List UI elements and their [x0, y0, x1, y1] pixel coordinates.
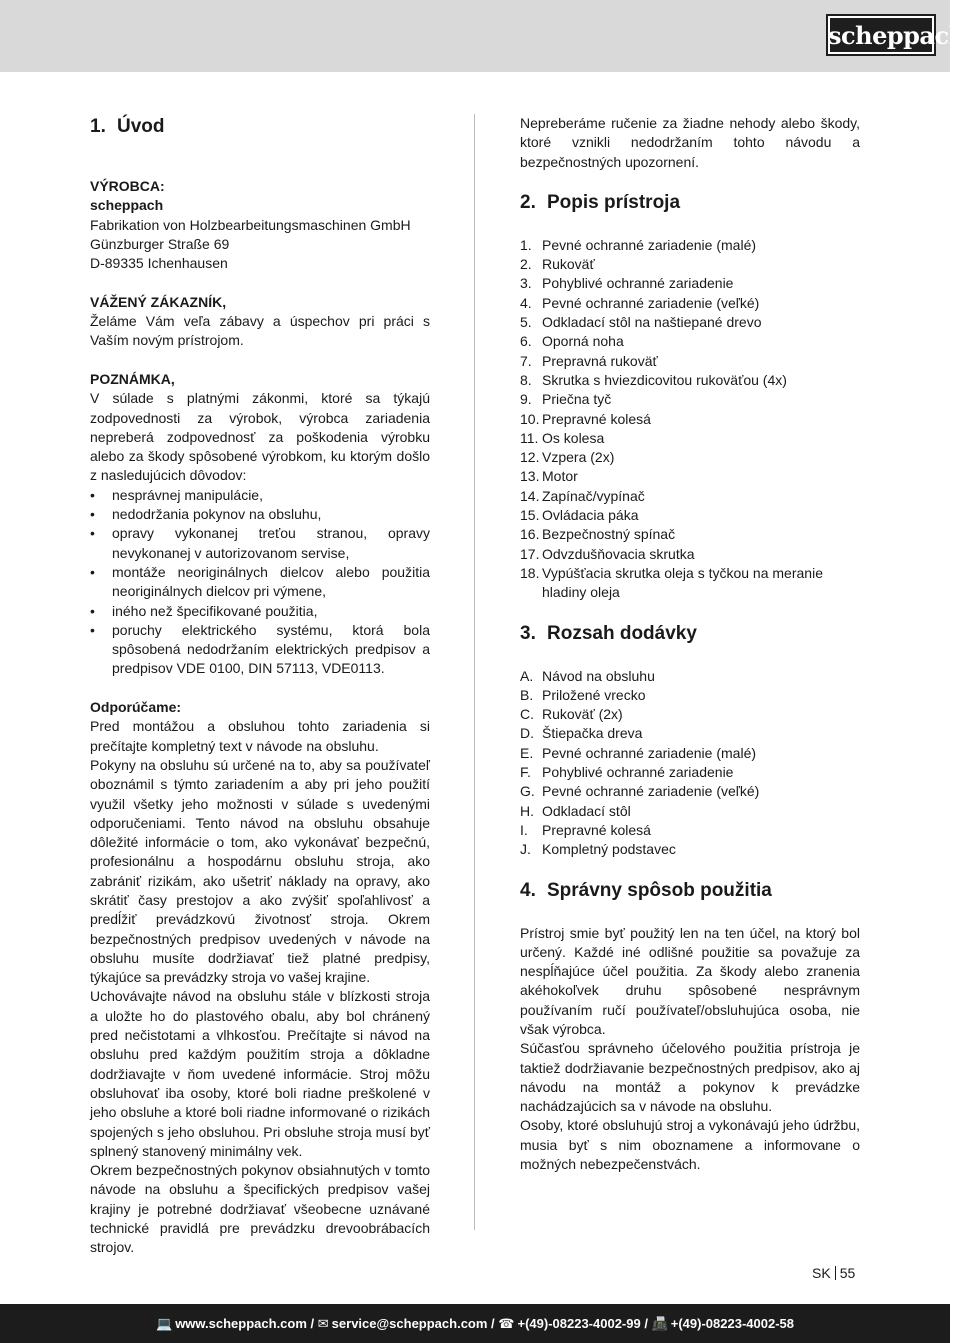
email-link[interactable]: service@scheppach.com [331, 1316, 488, 1331]
note-label: POZNÁMKA, [90, 370, 175, 387]
footer-bar: 💻 www.scheppach.com / ✉ service@scheppach.com / ☎ +(49)-08223-4002-99 / 📠 +(49)-08223-4002-58 [0, 1304, 950, 1343]
customer-label: VÁŽENÝ ZÁKAZNÍK, [90, 293, 227, 310]
list-item: • nedodržania pokynov na obsluhu, [90, 506, 322, 523]
list-item: 8. Skrutka s hviezdicovitou rukoväťou (4x) [520, 371, 787, 388]
list-item: 13. Motor [520, 468, 578, 485]
list-item: 7. Prepravná rukoväť [520, 352, 658, 369]
delivery-scope-list [520, 667, 860, 860]
list-item: 11. Os kolesa [520, 429, 605, 446]
usage-paragraph: Prístroj smie byť použitý len na ten účel, na ktorý bol určený. Každé iné odlišné použitie sa považuje za nespĺňajúce účel použitia. Za škody alebo zranenia akéhokoľvek druhu spôsobené nesprávnym používaním ručí používateľ/obsluhujúca osoba, nie však výrobca. [520, 924, 860, 1037]
recommend-paragraph: Pokyny na obsluhu sú určené na to, aby sa používateľ oboznámil s týmto zariadením a aby pri jeho použití využil všetky jeho možnosti v súlade s uvedenými odporučeniami. Tento návod na obsluhu obsahuje dôležité informácie o tom, ako vykonávať bezpečnú, profesionálnu a hospodárnu obsluhu stroja, ako zabrániť rizikám, ako ušetriť náklady na opravy, ako skrátiť časy prestojov a ako zvýšiť spoľahlivosť a predĺžiť prevádzkovú životnosť stroja. Okrem bezpečnostných predpisov uvedených v návode na obsluhu musíte dodržiavať tiež platné predpisy, týkajúce sa prevádzky stroja vo vašej krajine. [90, 756, 430, 986]
list-item: G. Pevné ochranné zariadenie (veľké) [520, 783, 760, 800]
list-item: 6. Oporná noha [520, 333, 624, 350]
list-item: • opravy vykonanej treťou stranou, opravy nevykonanej v autorizovanom servise, [90, 525, 430, 561]
computer-icon: 💻 [156, 1316, 173, 1331]
header-bar [0, 0, 966, 72]
list-item: 18. Vypúšťacia skrutka oleja s tyčkou na meranie hladiny oleja [520, 564, 823, 601]
list-item: • poruchy elektrického systému, ktorá bola spôsobená nedodržaním elektrických predpisov a predpisov VDE 0100, DIN 57113, VDE0113. [90, 621, 430, 677]
device-parts-list [520, 236, 860, 603]
list-item: 16. Bezpečnostný spínač [520, 526, 676, 543]
left-column [90, 114, 430, 1258]
address-line: D-89335 Ichenhausen [90, 255, 228, 272]
list-item: B. Priložené vrecko [520, 686, 646, 703]
address-line: Günzburger Straße 69 [90, 235, 230, 252]
right-column [520, 114, 860, 1174]
list-item: 4. Pevné ochranné zariadenie (veľké) [520, 294, 760, 311]
list-item: F. Pohyblivé ochranné zariadenie [520, 764, 734, 781]
customer-text: Želáme Vám veľa zábavy a úspechov pri práci s Vaším novým prístrojom. [90, 313, 430, 349]
fax-icon: 📠 [651, 1316, 668, 1331]
list-item: 5. Odkladací stôl na naštiepané drevo [520, 314, 762, 331]
list-item: H. Odkladací stôl [520, 802, 631, 819]
recommend-paragraph: Okrem bezpečnostných pokynov obsiahnutých v tomto návode na obsluhu a špecifických predpisov vašej krajiny je potrebné dodržiavať všeobecne uznávané technické pravidlá pre prevádzku drevoobrábacích strojov. [90, 1162, 430, 1256]
mail-icon: ✉ [317, 1316, 329, 1331]
recommend-label: Odporúčame: [90, 699, 182, 716]
note-text: V súlade s platnými zákonmi, ktoré sa týkajú zodpovednosti za výrobok, výrobca zariadenia nepreberá zodpovednosť za poškodenia výrobku alebo za škody spôsobené výrobkom, ku ktorým došlo z nasledujúcich dôvodov: [90, 390, 430, 484]
list-item: E. Pevné ochranné zariadenie (malé) [520, 744, 757, 761]
list-item: 2. Rukoväť [520, 256, 595, 273]
list-item: 3. Pohyblivé ochranné zariadenie [520, 275, 734, 292]
list-item: 12. Vzpera (2x) [520, 449, 615, 466]
usage-paragraph: Súčasťou správneho účelového použitia prístroja je taktiež dodržiavanie bezpečnostných predpisov, ako aj návodu na montáž a pokynov k prevádzke nachádzajúcich sa v návode na obsluhu. [520, 1040, 860, 1115]
note-bullet-list [90, 486, 430, 679]
list-item: 17. Odvzdušňovacia skrutka [520, 545, 695, 562]
list-item: D. Štiepačka dreva [520, 725, 643, 742]
list-item: • montáže neoriginálnych dielcov alebo použitia neoriginálnych dielcov pri výmene, [90, 563, 430, 600]
list-item: 9. Priečna tyč [520, 391, 612, 408]
list-item: 15. Ovládacia páka [520, 507, 639, 524]
section-1-heading: 1. Úvod [90, 116, 165, 137]
list-item: 10. Prepravné kolesá [520, 410, 651, 427]
phone-icon: ☎ [498, 1316, 515, 1331]
list-item: I. Prepravné kolesá [520, 821, 651, 838]
fax-number: +(49)-08223-4002-58 [670, 1316, 794, 1331]
usage-paragraph: Osoby, ktoré obsluhujú stroj a vykonávajú jeho údržbu, musia byť s nim oboznamene a informovane o možných nebezpečenstvách. [520, 1117, 860, 1173]
list-item: • iného než špecifikované použitia, [90, 602, 318, 619]
recommend-paragraph: Pred montážou a obsluhou tohto zariadenia si prečítajte kompletný text v návode na obsluhu. [90, 718, 430, 754]
manufacturer-label: VÝROBCA: [90, 178, 165, 194]
section-4-heading: 4. Správny spôsob použitia [520, 879, 772, 901]
address-line: Fabrikation von Holzbearbeitungsmaschinen GmbH [90, 216, 411, 233]
section-2-heading: 2. Popis prístroja [520, 191, 681, 213]
website-link[interactable]: www.scheppach.com [175, 1316, 307, 1331]
scheppach-logo: scheppach [826, 14, 936, 56]
list-item: J. Kompletný podstavec [520, 841, 676, 858]
page-number: SK 55 [812, 1265, 856, 1281]
list-item: A. Návod na obsluhu [520, 667, 655, 684]
list-item: 1. Pevné ochranné zariadenie (malé) [520, 236, 757, 253]
list-item: • nesprávnej manipulácie, [90, 486, 263, 503]
manufacturer-name: scheppach [90, 197, 164, 214]
phone-number: +(49)-08223-4002-99 [517, 1316, 641, 1331]
list-item: 14. Zapínač/vypínač [520, 487, 645, 504]
recommend-paragraph: Uchovávajte návod na obsluhu stále v blízkosti stroja a uložte ho do plastového obalu, aby bol chránený pred nečistotami a vlhkosťou. Prečítajte si návod na obsluhu pred každým použitím stroja a dôkladne dodržiavajte v ňom uvedené informácie. Stroj môžu obsluhovať iba osoby, ktoré boli riadne preškolené v jeho obsluhe a ktoré boli riadne informované o rizikách spojených s jeho obsluhou. Pri obsluhe stroja musí byť splnený stanovený minimálny vek. [90, 988, 430, 1159]
liability-text: Nepreberáme ručenie za žiadne nehody alebo škody, ktoré vznikli nedodržaním tohto návodu a bezpečnostných upozornení. [520, 115, 860, 170]
section-3-heading: 3. Rozsah dodávky [520, 622, 697, 644]
list-item: C. Rukoväť (2x) [520, 706, 623, 723]
column-divider [474, 114, 475, 1230]
